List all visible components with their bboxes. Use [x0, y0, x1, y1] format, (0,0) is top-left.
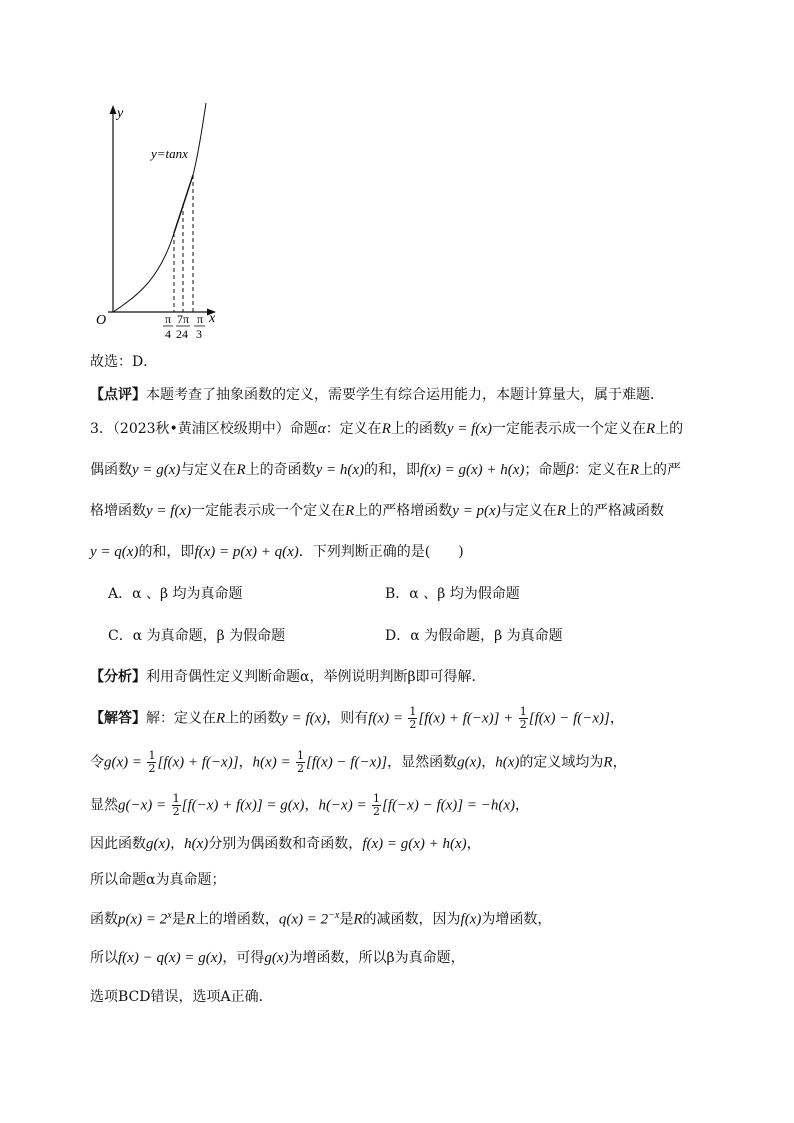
q-text: 上的: [655, 421, 684, 437]
s-math: g(x) =: [104, 754, 143, 771]
s-math: [f(x) + f(−x)]: [157, 754, 239, 771]
q-text: 的和，即: [364, 462, 421, 478]
frac-num: 1: [297, 749, 305, 762]
r-symbol: R: [603, 754, 613, 771]
question-source: （2023秋•黄浦区校级期中）: [112, 421, 290, 437]
s-math: g(x): [457, 754, 482, 771]
question-line-2: [90, 460, 681, 480]
s-text: ，: [466, 836, 481, 852]
option-d[interactable]: D．α 为假命题，β 为真命题: [385, 628, 563, 644]
question-number: 3．: [90, 421, 113, 437]
s-text: 是: [171, 911, 186, 928]
q-text: ；命题: [524, 462, 567, 478]
y-axis-arrow: [110, 105, 117, 114]
s-math: f(x) = g(x) + h(x): [362, 836, 467, 852]
s-text: 为增函数，所以β为真命题，: [288, 950, 465, 966]
solution-tag: 【解答】: [90, 710, 146, 727]
q-text: 与定义在: [180, 462, 237, 478]
frac-den: 2: [297, 762, 305, 775]
f-equation: y = f(x): [446, 421, 492, 437]
tick-pi3-den: 3: [196, 327, 202, 341]
s-math: [f(x) − f(−x)]: [528, 710, 610, 727]
x-axis-label: x: [209, 311, 216, 326]
s-math: h(−x) =: [318, 797, 367, 814]
analysis-line: [90, 667, 486, 687]
s-text: 上的函数: [225, 710, 282, 727]
half-fraction: [147, 750, 156, 775]
r-symbol: R: [185, 911, 195, 928]
s-text: ，则有: [326, 710, 369, 727]
s-math: h(x): [184, 836, 209, 852]
q-text: 偶函数: [90, 462, 132, 478]
q-text: 上的严格增函数: [354, 503, 453, 519]
frac-num: 1: [172, 792, 180, 805]
half-fraction: [172, 793, 181, 818]
s-text: 函数: [90, 911, 118, 928]
analysis-text: 利用奇偶性定义判断命题α，举例说明判断β即可得解．: [146, 669, 486, 685]
solution-line-8: 选项BCD错误，选项A正确．: [90, 989, 273, 1005]
y-axis-label: y: [117, 106, 124, 121]
r-symbol: R: [629, 462, 640, 478]
solution-line-2: [90, 750, 627, 775]
s-text: ，可得: [222, 950, 265, 966]
s-text: 的定义域均为: [519, 754, 604, 771]
s-math: h(x): [495, 754, 520, 771]
s-text: ，显然函数: [387, 754, 458, 771]
frac-den: 2: [172, 805, 180, 818]
s-math: f(x) =: [368, 710, 403, 727]
exp-q: −x: [328, 910, 340, 921]
question-line-1: [90, 419, 683, 439]
alpha-symbol: α: [317, 421, 326, 437]
q-text: 一定能表示成一个定义在: [191, 503, 346, 519]
s-text: 令: [90, 754, 104, 771]
q-text: 上的严: [639, 462, 682, 478]
s-math: q(x) = 2: [278, 911, 329, 928]
r-symbol: R: [236, 462, 246, 478]
half-fraction: [296, 750, 305, 775]
q-text: ：定义在: [325, 421, 382, 437]
solution-line-5: 所以命题α为真命题；: [90, 872, 226, 888]
s-math: g(x): [264, 950, 289, 966]
curve-label: y=tanx: [151, 146, 188, 161]
r-symbol: R: [381, 421, 391, 437]
s-math: p(x) = 2: [118, 911, 168, 928]
q-text: 格增函数: [90, 503, 146, 519]
s-text: 解：定义在: [146, 710, 216, 727]
s-text: ，: [612, 754, 627, 771]
half-fraction: [408, 706, 417, 731]
q-text: 的和，即: [138, 544, 195, 560]
frac-den: 2: [519, 718, 527, 731]
solution-line-1: [90, 706, 624, 731]
r-symbol: R: [645, 421, 656, 437]
frac-den: 2: [148, 762, 156, 775]
solution-line-4: [90, 834, 481, 854]
analysis-tag: 【分析】: [90, 669, 146, 685]
frac-num: 1: [373, 792, 381, 805]
solution-line-3: [90, 793, 529, 818]
q-text: 上的奇函数: [245, 462, 316, 478]
s-math: [f(−x) + f(x)] = g(x): [181, 797, 305, 814]
tick-7pi24-num: 7π: [177, 312, 190, 326]
answer-line: 故选：D．: [90, 354, 158, 370]
option-b[interactable]: B．α 、β 均为假命题: [385, 586, 520, 602]
r-symbol: R: [216, 710, 226, 727]
tick-pi4-den: 4: [165, 327, 171, 341]
tan-curve: [113, 103, 206, 312]
tan-graph-figure: [88, 100, 238, 345]
tick-7pi24-den: 24: [176, 327, 188, 341]
option-c[interactable]: C．α 为真命题，β 为假命题: [108, 628, 286, 644]
solution-line-7: [90, 948, 465, 968]
r-symbol: R: [353, 911, 363, 928]
s-text: 所以: [90, 950, 118, 966]
s-math: [f(−x) − f(x)] = −h(x): [382, 797, 515, 814]
s-math: g(x): [146, 836, 171, 852]
q-equation: y = q(x): [90, 544, 139, 560]
q-text: 上的严格减函数: [565, 503, 664, 519]
s-text: 因此函数: [90, 836, 146, 852]
frac-num: 1: [519, 705, 527, 718]
frac-den: 2: [409, 718, 417, 731]
q-text: ：定义在: [573, 462, 630, 478]
q-text: 一定能表示成一个定义在: [491, 421, 646, 437]
tick-pi3-num: π: [197, 312, 204, 326]
s-text: 为增函数，: [481, 911, 552, 928]
q-text: 与定义在: [500, 503, 557, 519]
s-text: 显然: [90, 797, 118, 814]
solution-line-6: [90, 906, 551, 930]
q-text: 命题: [289, 421, 318, 437]
pq-equation: f(x) = p(x) + q(x): [194, 544, 299, 560]
comment-tag: 【点评】: [90, 387, 146, 403]
s-text: 的减函数，因为: [362, 911, 461, 928]
s-math: f(x): [460, 911, 482, 928]
s-math: f(x) − q(x) = g(x): [118, 950, 223, 966]
s-text: 上的增函数，: [194, 911, 279, 928]
beta-symbol: β: [566, 462, 574, 478]
s-text: ，: [609, 710, 624, 727]
origin-label: O: [96, 313, 107, 328]
q-text: 上的函数: [390, 421, 447, 437]
frac-den: 2: [373, 805, 381, 818]
h-equation: y = h(x): [315, 462, 365, 478]
exp-p: x: [167, 910, 172, 921]
r-symbol: R: [556, 503, 566, 519]
half-fraction: [519, 706, 528, 731]
s-text: 是: [339, 911, 354, 928]
s-math: [f(x) + f(−x)] +: [418, 710, 514, 727]
s-math: [f(x) − f(−x)]: [306, 754, 388, 771]
frac-num: 1: [409, 705, 417, 718]
f-equation: y = f(x): [281, 710, 327, 727]
r-symbol: R: [345, 503, 355, 519]
comment-text: 本题考查了抽象函数的定义，需要学生有综合运用能力，本题计算量大，属于难题．: [146, 387, 664, 403]
s-text: ，: [238, 754, 253, 771]
g-equation: y = g(x): [132, 462, 181, 478]
s-text: ，: [515, 797, 529, 814]
frac-num: 1: [148, 749, 156, 762]
s-math: g(−x) =: [118, 797, 167, 814]
question-line-3: [90, 501, 664, 521]
sum-equation: f(x) = g(x) + h(x): [420, 462, 525, 478]
comment-line: [90, 385, 664, 405]
p-equation: y = p(x): [452, 503, 501, 519]
f-equation: y = f(x): [146, 503, 192, 519]
s-text: ，: [481, 754, 496, 771]
q-text: ．下列判断正确的是( ): [298, 544, 464, 560]
s-text: 分别为偶函数和奇函数，: [208, 836, 363, 852]
question-line-4: [90, 542, 464, 562]
s-math: h(x) =: [252, 754, 291, 771]
s-text: ，: [170, 836, 185, 852]
s-text: ，: [304, 797, 319, 814]
tick-pi4-num: π: [165, 312, 172, 326]
half-fraction: [372, 793, 381, 818]
option-a[interactable]: A．α 、β 均为真命题: [108, 586, 243, 602]
